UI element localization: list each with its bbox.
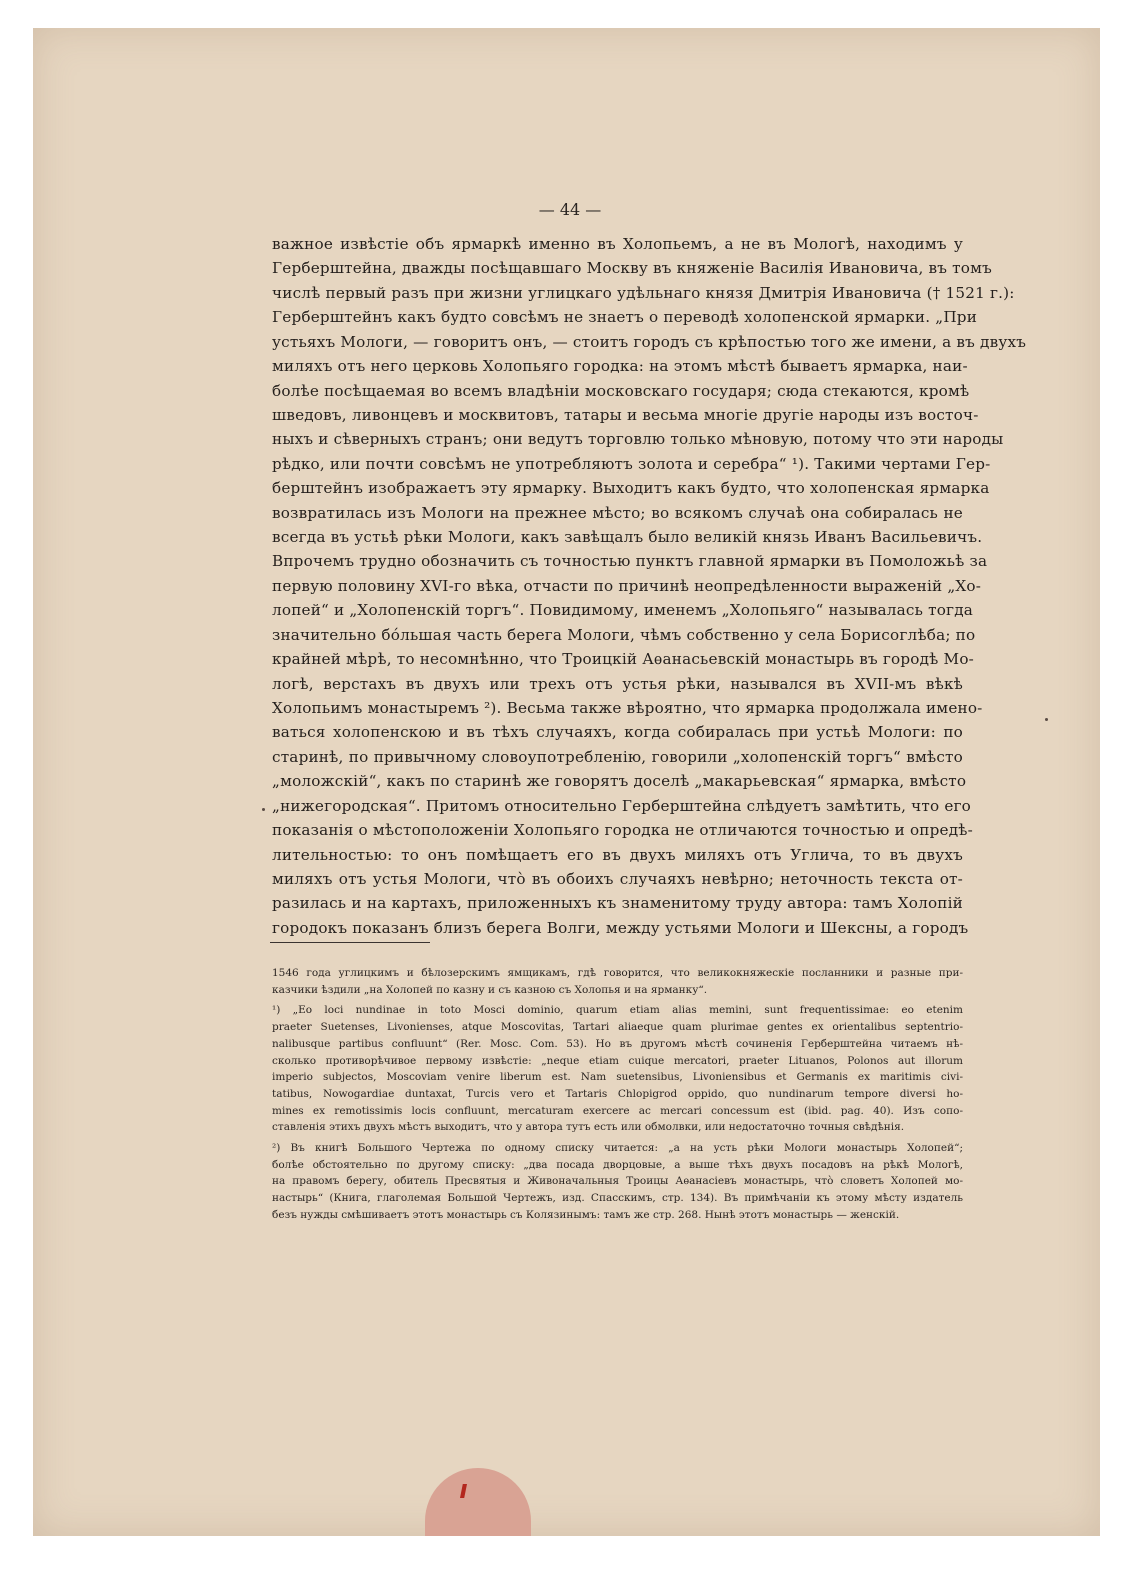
footnote-line: ¹) „Eo loci nundinae in toto Mosci dominio, quarum etiam alias memini, sunt frequentissimae: eo etenim (272, 1004, 963, 1017)
text-line: крайней мѣрѣ, то несомнѣнно, что Троицкій Аѳанасьевскій монастырь въ городѣ Мо- (272, 650, 974, 669)
footnote-line: настырь“ (Книга, глаголемая Большой Чертежъ, изд. Спасскимъ, стр. 134). Въ примѣчаніи къ этому мѣсту издатель (272, 1192, 963, 1205)
text-line: рѣдко, или почти совсѣмъ не употребляютъ золота и серебра“ ¹). Такими чертами Гер- (272, 454, 991, 473)
footnotes (272, 965, 963, 1224)
footnote-line: imperio subjectos, Moscoviam venire liberum est. Nam suetensibus, Livoniensibus et Germanis ex maritimis civi- (272, 1071, 963, 1084)
text-line: ныхъ и сѣверныхъ странъ; они ведутъ торговлю только мѣновую, потому что эти народы (272, 430, 1004, 449)
text-line: лительностью: то онъ помѣщаетъ его въ двухъ миляхъ отъ Углича, то въ двухъ (272, 845, 963, 864)
text-line: шведовъ, ливонцевъ и москвитовъ, татары и весьма многіе другіе народы изъ восточ- (272, 405, 979, 424)
footnote-line: mines ex remotissimis locis confluunt, mercaturam exercere ac mercari concessum est (ibid. pag. 40). Изъ сопо- (272, 1104, 963, 1117)
main-text (272, 232, 1027, 940)
page-margin (33, 1536, 1100, 1581)
footnote-line: ²) Въ книгѣ Большого Чертежа по одному списку читается: „а на усть рѣки Мологи монастырь Холопей“; (272, 1142, 963, 1155)
footnote-line: болѣе обстоятельно по другому списку: „два посада дворцовые, а выше тѣхъ двухъ посадовъ на рѣкѣ Мологѣ, (272, 1158, 963, 1171)
text-line: Герберштейнъ какъ будто совсѣмъ не знаетъ о переводѣ холопенской ярмарки. „При (272, 308, 978, 327)
text-line: значительно бóльшая часть берега Мологи, чѣмъ собственно у села Борисоглѣба; по (272, 625, 976, 644)
text-line: разилась и на картахъ, приложенныхъ къ знаменитому труду автора: тамъ Холопій (272, 894, 963, 913)
page-number: — 44 — (538, 200, 602, 219)
text-line: миляхъ отъ него церковь Холопьяго городка: на этомъ мѣстѣ бываетъ ярмарка, наи- (272, 357, 968, 376)
text-line: Холопьимъ монастыремъ ²). Весьма также вѣроятно, что ярмарка продолжала имено- (272, 699, 983, 718)
text-line: логѣ, верстахъ въ двухъ или трехъ отъ устья рѣки, назывался въ XVII-мъ вѣкѣ (272, 674, 963, 693)
footnote-divider (270, 942, 430, 943)
footnote-line: nalibusque partibus confluunt“ (Rer. Mosc. Com. 53). Но въ другомъ мѣстѣ сочиненія Герберштейна читаемъ нѣ- (272, 1037, 963, 1050)
text-line: „нижегородская“. Притомъ относительно Герберштейна слѣдуетъ замѣтить, что его (272, 796, 972, 815)
text-line: миляхъ отъ устья Мологи, чтò въ обоихъ случаяхъ невѣрно; неточность текста от- (272, 869, 963, 888)
footnote-line: на правомъ берегу, обитель Пресвятыя и Живоначальныя Троицы Аѳанасіевъ монастырь, чтò словетъ Холопей мо- (272, 1175, 963, 1188)
scan-speck (262, 808, 265, 811)
text-line: первую половину XVI-го вѣка, отчасти по причинѣ неопредѣленности выраженій „Хо- (272, 576, 982, 595)
footnote-line: praeter Suetenses, Livonienses, atque Moscovitas, Tartari aliaeque quam plurimae gentes ex orientalibus septentrio- (272, 1021, 963, 1034)
text-line: всегда въ устьѣ рѣки Мологи, какъ завѣщалъ было великій князь Иванъ Васильевичъ. (272, 528, 983, 547)
text-line: лопей“ и „Холопенскій торгъ“. Повидимому, именемъ „Холопьяго“ называлась тогда (272, 601, 974, 620)
text-line: важное извѣстіе объ ярмаркѣ именно въ Холопьемъ, а не въ Мологѣ, находимъ у (272, 235, 963, 253)
text-line: показанія о мѣстоположеніи Холопьяго городка не отличаются точностью и опредѣ- (272, 821, 973, 840)
text-line: „моложскій“, какъ по старинѣ же говорятъ доселѣ „макарьевская“ ярмарка, вмѣсто (272, 772, 967, 791)
footnote-line: tatibus, Nowogardiae duntaxat, Turcis vero et Tartaris Chlopigrod oppido, quo nundinarum tempore diversi ho- (272, 1087, 963, 1100)
text-line: устьяхъ Мологи, — говоритъ онъ, — стоитъ городъ съ крѣпостью того же имени, а въ двухъ (272, 332, 1027, 351)
text-line: берштейнъ изображаетъ эту ярмарку. Выходитъ какъ будто, что холопенская ярмарка (272, 479, 990, 498)
text-line: старинѣ, по привычному словоупотребленію, говорили „холопенскій торгъ“ вмѣсто (272, 747, 963, 766)
text-line: болѣе посѣщаемая во всемъ владѣніи московскаго государя; сюда стекаются, кромѣ (272, 381, 970, 400)
text-line: ваться холопенскою и въ тѣхъ случаяхъ, когда собиралась при устьѣ Мологи: по (272, 723, 963, 742)
text-line: Герберштейна, дважды посѣщавшаго Москву въ княженіе Василія Ивановича, въ томъ (272, 259, 992, 278)
text-line: числѣ первый разъ при жизни углицкаго удѣльнаго князя Дмитрія Ивановича († 1521 г.): (272, 283, 1015, 302)
footnote-line: казчики ѣздили „на Холопей по казну и съ казною съ Холопья и на ярманку“. (272, 983, 708, 996)
text-line: Впрочемъ трудно обозначить съ точностью пунктъ главной ярмарки въ Помоложьѣ за (272, 552, 988, 571)
footnote-line: безъ нужды смѣшиваетъ этотъ монастырь съ Колязинымъ: тамъ же стр. 268. Нынѣ этотъ монастырь — женскій. (272, 1208, 900, 1221)
text-line: возвратилась изъ Мологи на прежнее мѣсто; во всякомъ случаѣ она собиралась не (272, 503, 963, 522)
text-line: городокъ показанъ близъ берега Волги, между устьями Мологи и Шексны, а городъ (272, 918, 969, 937)
footnote-line: ставленія этихъ двухъ мѣстъ выходитъ, что у автора тутъ есть или обмолвки, или недостаточно точныя свѣдѣнія. (272, 1121, 905, 1134)
scan-speck (1045, 718, 1048, 721)
footnote-line: сколько противорѣчивое первому извѣстіе: „neque etiam cuique mercatori, praeter Lituanos, Polonos aut illorum (272, 1054, 963, 1067)
footnote-line: 1546 года углицкимъ и бѣлозерскимъ ямщикамъ, гдѣ говорится, что великокняжескіе посланники и разные при- (272, 967, 963, 979)
